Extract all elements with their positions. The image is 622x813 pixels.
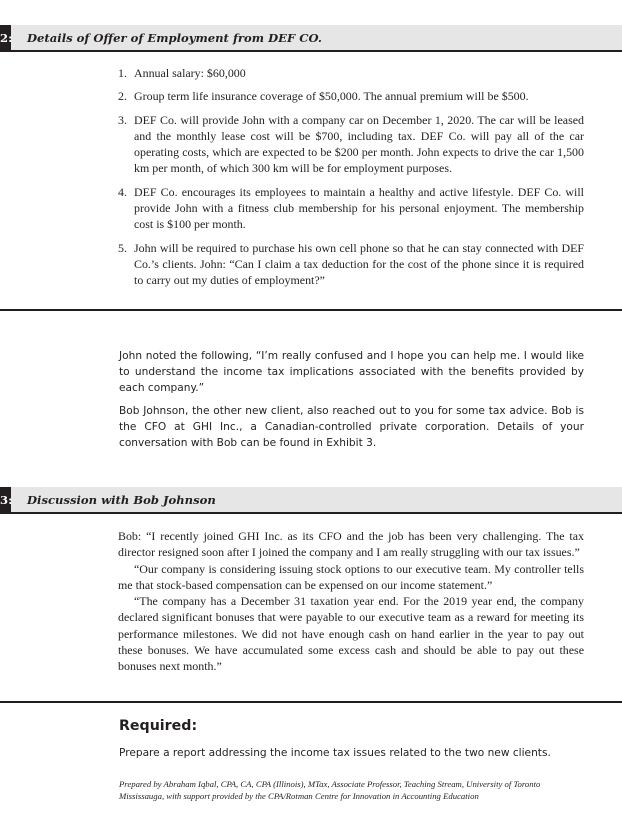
exhibit-3-title: Discussion with Bob Johnson <box>27 493 216 507</box>
exhibit-2-title: Details of Offer of Employment from DEF CO. <box>27 31 322 45</box>
list-item <box>118 88 584 104</box>
list-item-text: Annual salary: $60,000 <box>134 66 246 80</box>
exhibit-3-end-rule <box>0 701 622 703</box>
list-item-number: 3. <box>118 112 127 127</box>
offer-details-list <box>118 65 584 296</box>
discussion-paragraph: Bob: “I recently joined GHI Inc. as its CFO and the job has been very challenging. The tax director resigned soon after I joined the company and I am really struggling with our tax issues.” <box>118 529 584 560</box>
list-item-text: DEF Co. will provide John with a company car on December 1, 2020. The car will be leased and the monthly lease cost will be $700, including tax. DEF Co. will pay all of the car operating costs, which are expected to be $200 per month. John expects to drive the car 1,500 km per month, of which 300 km will be for employment purposes. <box>134 112 584 176</box>
bob-discussion <box>118 528 584 675</box>
exhibit-3-header <box>0 487 622 514</box>
list-item <box>118 112 584 177</box>
required-heading: Required: <box>119 718 198 734</box>
list-item-number: 1. <box>118 66 127 80</box>
list-item-number: 5. <box>118 240 127 255</box>
discussion-paragraph: “Our company is considering issuing stock options to our executive team. My controller tells me that stock-based compensation can be expensed on our income statement.” <box>118 561 584 592</box>
required-text: Prepare a report addressing the income tax issues related to the two new clients. <box>119 747 551 759</box>
body-paragraph-john: John noted the following, “I’m really confused and I hope you can help me. I would like to understand the income tax implications associated with the benefits provided by each company.” <box>119 350 584 395</box>
list-item <box>118 65 584 81</box>
list-item-text: Group term life insurance coverage of $50,000. The annual premium will be $500. <box>134 89 529 104</box>
discussion-paragraph: “The company has a December 31 taxation year end. For the 2019 year end, the company declared significant bonuses that were payable to our executive team as a reward for meeting its performance milestones. We did not have enough cash on hand earlier in the year to pay out these bonuses. We have accumulated some excess cash and should be able to pay out these bonuses next month.” <box>118 594 584 674</box>
body-paragraph-bob: Bob Johnson, the other new client, also reached out to you for some tax advice. Bob is the CFO at GHI Inc., a Canadian-controlled private corporation. Details of your conversation with Bob can be found in Exhibit 3. <box>119 405 584 450</box>
list-item <box>118 184 584 233</box>
exhibit-2-end-rule <box>0 309 622 311</box>
list-item-number: 2. <box>118 89 127 104</box>
list-item-number: 4. <box>118 184 127 199</box>
exhibit-3-number: 3: <box>0 487 11 512</box>
author-credit: Prepared by Abraham Iqbal, CPA, CA, CPA (Illinois), MTax, Associate Professor, Teaching Stream, University of Toronto Mississauga, with support provided by the CPA/Rotman Centre for Innovation in Accounting Education <box>119 779 541 802</box>
list-item <box>118 240 584 289</box>
list-item-text: DEF Co. encourages its employees to maintain a healthy and active lifestyle. DEF Co. will provide John with a fitness club membership for his personal enjoyment. The membership cost is $100 per month. <box>134 184 584 232</box>
list-item-text: John will be required to purchase his own cell phone so that he can stay connected with DEF Co.’s clients. John: “Can I claim a tax deduction for the cost of the phone since it is required to carry out my duties of employment?” <box>134 240 584 288</box>
exhibit-2-number: 2: <box>0 25 11 50</box>
exhibit-2-header <box>0 25 622 52</box>
